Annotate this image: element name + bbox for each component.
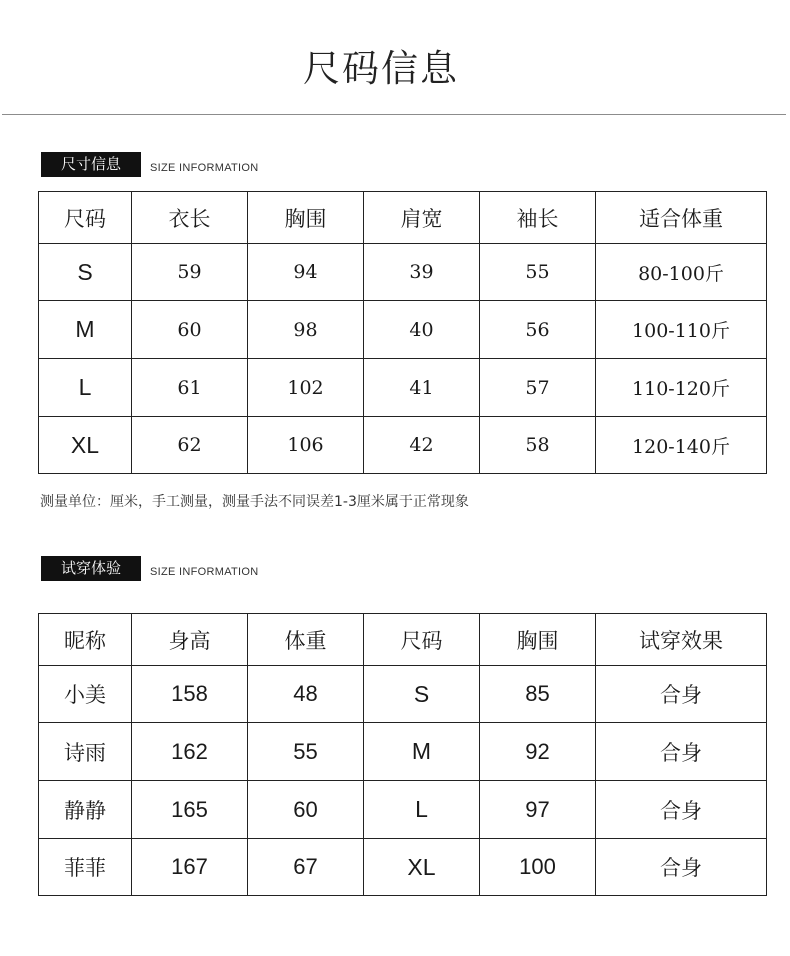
nickname-cell: 菲菲 — [39, 839, 132, 896]
tryon-section-subtitle: SIZE INFORMATION — [150, 566, 259, 578]
height-cell: 158 — [132, 666, 248, 723]
weight-cell: 67 — [248, 839, 364, 896]
size-cell: S — [39, 244, 132, 301]
shoulder-cell: 40 — [364, 301, 480, 359]
nickname-cell: 静静 — [39, 781, 132, 839]
weight-cell: 48 — [248, 666, 364, 723]
header-cell: 尺码 — [364, 614, 480, 666]
chest-cell: 97 — [480, 781, 596, 839]
chest-cell: 106 — [248, 417, 364, 474]
header-cell: 适合体重 — [596, 192, 767, 244]
chest-cell: 98 — [248, 301, 364, 359]
weight-cell: 60 — [248, 781, 364, 839]
table-row — [39, 666, 767, 723]
chest-cell: 92 — [480, 723, 596, 781]
page-title: 尺码信息 — [303, 47, 459, 90]
height-cell: 165 — [132, 781, 248, 839]
table-row — [39, 359, 767, 417]
size-table-header — [39, 192, 767, 244]
chest-cell: 102 — [248, 359, 364, 417]
size-section-subtitle: SIZE INFORMATION — [150, 162, 259, 174]
nickname-cell: 诗雨 — [39, 723, 132, 781]
measurement-note: 测量单位：厘米，手工测量，测量手法不同误差1-3厘米属于正常现象 — [40, 494, 469, 510]
header-cell: 胸围 — [248, 192, 364, 244]
height-cell: 167 — [132, 839, 248, 896]
table-row — [39, 839, 767, 896]
table-row — [39, 244, 767, 301]
tryon-table-header — [39, 614, 767, 666]
header-cell: 肩宽 — [364, 192, 480, 244]
weight-range-cell: 110-120斤 — [596, 359, 767, 417]
header-cell: 胸围 — [480, 614, 596, 666]
header-cell: 身高 — [132, 614, 248, 666]
height-cell: 162 — [132, 723, 248, 781]
weight-cell: 55 — [248, 723, 364, 781]
fit-result-cell: 合身 — [596, 781, 767, 839]
length-cell: 62 — [132, 417, 248, 474]
tryon-section-tag: 试穿体验 — [41, 556, 141, 581]
header-cell: 衣长 — [132, 192, 248, 244]
shoulder-cell: 41 — [364, 359, 480, 417]
length-cell: 60 — [132, 301, 248, 359]
table-row — [39, 723, 767, 781]
size-cell: L — [364, 781, 480, 839]
header-cell: 昵称 — [39, 614, 132, 666]
sleeve-cell: 55 — [480, 244, 596, 301]
weight-range-cell: 120-140斤 — [596, 417, 767, 474]
title-divider — [2, 114, 786, 115]
header-cell: 袖长 — [480, 192, 596, 244]
chest-cell: 85 — [480, 666, 596, 723]
table-row — [39, 417, 767, 474]
fit-result-cell: 合身 — [596, 839, 767, 896]
tryon-table — [38, 613, 767, 896]
weight-range-cell: 80-100斤 — [596, 244, 767, 301]
table-row — [39, 781, 767, 839]
size-cell: M — [39, 301, 132, 359]
fit-result-cell: 合身 — [596, 666, 767, 723]
header-cell: 尺码 — [39, 192, 132, 244]
size-cell: XL — [39, 417, 132, 474]
length-cell: 59 — [132, 244, 248, 301]
nickname-cell: 小美 — [39, 666, 132, 723]
sleeve-cell: 58 — [480, 417, 596, 474]
chest-cell: 94 — [248, 244, 364, 301]
sleeve-cell: 57 — [480, 359, 596, 417]
size-table — [38, 191, 767, 474]
weight-range-cell: 100-110斤 — [596, 301, 767, 359]
table-row — [39, 301, 767, 359]
shoulder-cell: 39 — [364, 244, 480, 301]
size-section-tag: 尺寸信息 — [41, 152, 141, 177]
size-cell: M — [364, 723, 480, 781]
fit-result-cell: 合身 — [596, 723, 767, 781]
size-cell: S — [364, 666, 480, 723]
header-cell: 体重 — [248, 614, 364, 666]
header-cell: 试穿效果 — [596, 614, 767, 666]
shoulder-cell: 42 — [364, 417, 480, 474]
chest-cell: 100 — [480, 839, 596, 896]
sleeve-cell: 56 — [480, 301, 596, 359]
size-cell: XL — [364, 839, 480, 896]
size-cell: L — [39, 359, 132, 417]
length-cell: 61 — [132, 359, 248, 417]
